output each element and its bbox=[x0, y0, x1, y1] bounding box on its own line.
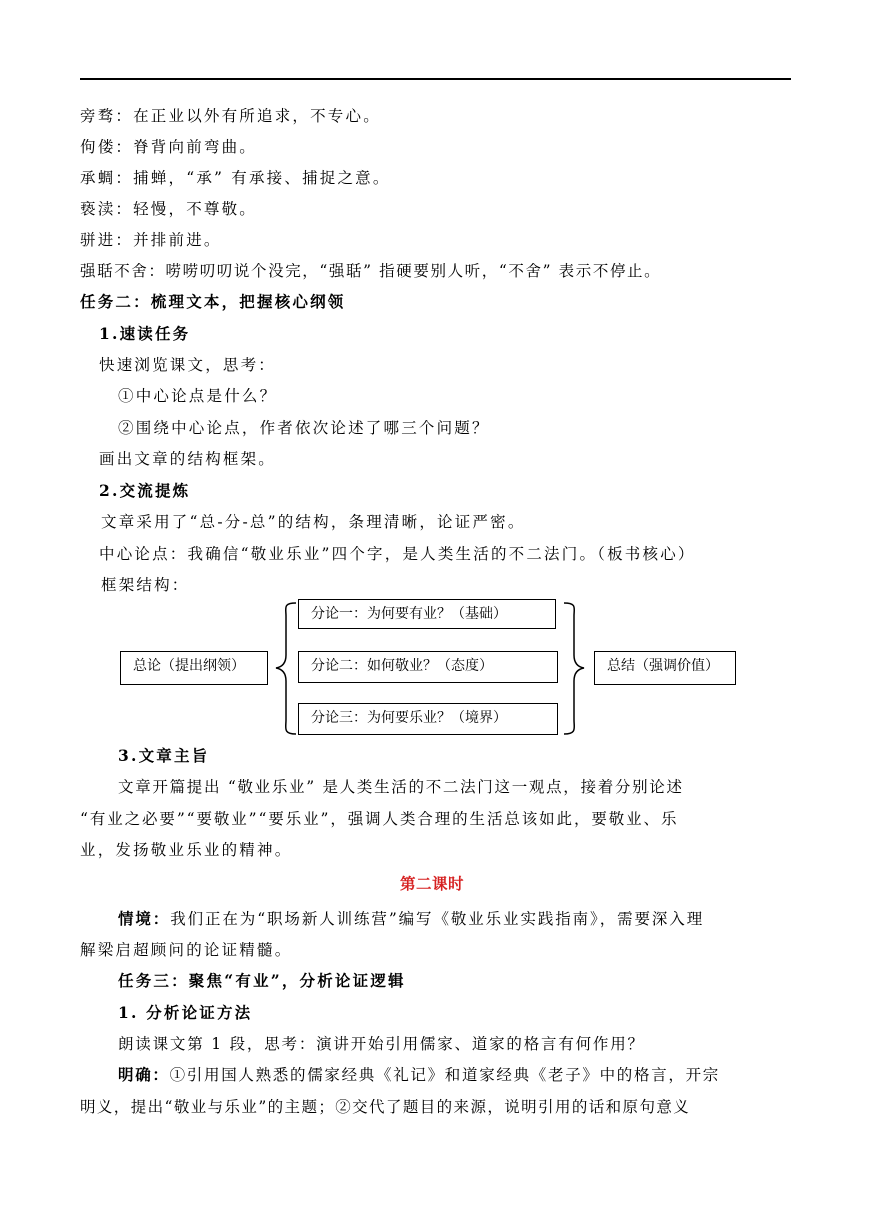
section-title: 1.速读任务 bbox=[99, 324, 191, 343]
question: ②围绕中心论点，作者依次论述了哪三个问题？ bbox=[118, 419, 490, 437]
diagram-branch-1: 分论一：为何要有业？（基础） bbox=[298, 599, 556, 629]
task2-title: 任务二：梳理文本，把握核心纲领 bbox=[80, 292, 346, 311]
answer-text: ①引用国人熟悉的儒家经典《礼记》和道家经典《老子》中的格言，开宗 bbox=[169, 1066, 721, 1084]
glossary-item: 亵渎：轻慢，不尊敬。 bbox=[80, 200, 258, 218]
paragraph: 文章采用了“总-分-总”的结构，条理清晰，论证严密。 bbox=[101, 513, 526, 531]
question: 朗读课文第 1 段，思考：演讲开始引用儒家、道家的格言有何作用？ bbox=[118, 1035, 645, 1053]
lesson-heading: 第二课时 bbox=[400, 874, 465, 893]
section-title: 3.文章主旨 bbox=[118, 746, 210, 765]
answer-paragraph bbox=[118, 1065, 720, 1085]
task3-title: 任务三：聚焦“有业”，分析论证逻辑 bbox=[118, 971, 406, 990]
glossary-item: 强聒不舍：唠唠叨叨说个没完，“强聒” 指硬要别人听，“不舍” 表示不停止。 bbox=[80, 262, 662, 280]
right-brace bbox=[564, 603, 584, 734]
glossary-item: 骈进：并排前进。 bbox=[80, 231, 222, 249]
diagram-branch-3: 分论三：为何要乐业？（境界） bbox=[298, 703, 558, 735]
paragraph: 解梁启超顾问的论证精髓。 bbox=[80, 941, 293, 959]
context-paragraph bbox=[118, 909, 704, 929]
glossary-item: 佝偻：脊背向前弯曲。 bbox=[80, 138, 258, 156]
paragraph: 框架结构： bbox=[101, 576, 190, 594]
diagram-branch-2: 分论二：如何敬业？（态度） bbox=[298, 651, 558, 683]
paragraph: 画出文章的结构框架。 bbox=[99, 450, 277, 468]
paragraph: 业，发扬敬业乐业的精神。 bbox=[80, 841, 293, 859]
section-title: 1. 分析论证方法 bbox=[118, 1003, 253, 1022]
context-text: 我们正在为“职场新人训练营”编写《敬业乐业实践指南》，需要深入理 bbox=[170, 910, 705, 928]
glossary-item: 承蜩：捕蝉，“承” 有承接、捕捉之意。 bbox=[80, 169, 391, 187]
paragraph: 明义，提出“敬业与乐业”的主题；②交代了题目的来源，说明引用的话和原句意义 bbox=[80, 1098, 691, 1116]
diagram-intro-box: 总论（提出纲领） bbox=[120, 651, 268, 685]
left-brace bbox=[276, 603, 296, 734]
answer-label: 明确： bbox=[118, 1065, 170, 1084]
central-thesis: 中心论点：我确信“敬业乐业”四个字，是人类生活的不二法门。（板书核心） bbox=[99, 545, 696, 563]
diagram-conclusion-box: 总结（强调价值） bbox=[594, 651, 736, 685]
question: ①中心论点是什么？ bbox=[118, 387, 278, 405]
paragraph: “有业之必要”“要敬业”“要乐业”，强调人类合理的生活总该如此，要敬业、乐 bbox=[80, 810, 679, 828]
paragraph: 文章开篇提出 “敬业乐业” 是人类生活的不二法门这一观点，接着分别论述 bbox=[118, 778, 684, 796]
context-label: 情境： bbox=[118, 909, 171, 928]
section-title: 2.交流提炼 bbox=[99, 481, 191, 500]
paragraph: 快速浏览课文，思考： bbox=[99, 356, 277, 374]
glossary-item: 旁骛：在正业以外有所追求，不专心。 bbox=[80, 107, 381, 125]
